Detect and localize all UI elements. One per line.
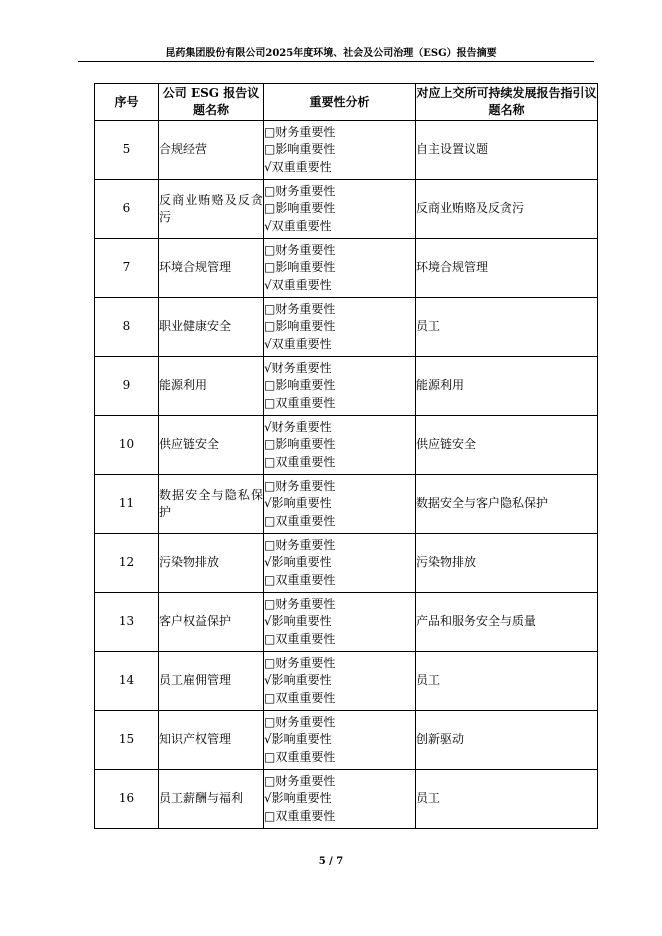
- materiality-option: □财务重要性: [264, 773, 336, 788]
- row-serial-no: 9: [95, 357, 159, 416]
- row-guideline-topic: 自主设置议题: [416, 121, 598, 180]
- materiality-option: □影响重要性: [264, 260, 336, 275]
- materiality-option: □财务重要性: [264, 242, 336, 257]
- materiality-option: □双重重要性: [264, 749, 336, 764]
- materiality-option: √双重重要性: [264, 336, 332, 351]
- row-guideline-topic: 员工: [416, 652, 598, 711]
- table-row: [95, 298, 598, 357]
- row-esg-topic: 能源利用: [159, 357, 264, 416]
- table-row: [95, 416, 598, 475]
- table-header-row: [95, 84, 598, 121]
- row-guideline-topic: 员工: [416, 770, 598, 829]
- row-esg-topic: 污染物排放: [159, 534, 264, 593]
- table-row: [95, 711, 598, 770]
- header-divider: [78, 61, 594, 62]
- row-guideline-topic: 供应链安全: [416, 416, 598, 475]
- materiality-option: √影响重要性: [264, 614, 332, 629]
- table-row: [95, 121, 598, 180]
- row-esg-topic: 合规经营: [159, 121, 264, 180]
- materiality-option: √双重重要性: [264, 218, 332, 233]
- row-esg-topic: 数据安全与隐私保护: [159, 475, 264, 534]
- row-materiality-options: [264, 239, 416, 298]
- row-materiality-options: [264, 357, 416, 416]
- materiality-option: √影响重要性: [264, 496, 332, 511]
- row-esg-topic: 知识产权管理: [159, 711, 264, 770]
- row-serial-no: 5: [95, 121, 159, 180]
- row-guideline-topic: 反商业贿赂及反贪污: [416, 180, 598, 239]
- materiality-option: □财务重要性: [264, 596, 336, 611]
- row-guideline-topic: 产品和服务安全与质量: [416, 593, 598, 652]
- row-materiality-options: [264, 770, 416, 829]
- materiality-option: □财务重要性: [264, 655, 336, 670]
- materiality-option: □财务重要性: [264, 714, 336, 729]
- esg-topics-table: [94, 83, 598, 829]
- table-row: [95, 357, 598, 416]
- row-materiality-options: [264, 652, 416, 711]
- row-materiality-options: [264, 298, 416, 357]
- materiality-option: □双重重要性: [264, 395, 336, 410]
- materiality-option: □双重重要性: [264, 454, 336, 469]
- row-esg-topic: 职业健康安全: [159, 298, 264, 357]
- row-serial-no: 12: [95, 534, 159, 593]
- materiality-option: □双重重要性: [264, 631, 336, 646]
- materiality-option: □财务重要性: [264, 301, 336, 316]
- row-serial-no: 8: [95, 298, 159, 357]
- materiality-option: √财务重要性: [264, 419, 332, 434]
- table-row: [95, 534, 598, 593]
- row-esg-topic: 反商业贿赂及反贪污: [159, 180, 264, 239]
- materiality-option: □双重重要性: [264, 513, 336, 528]
- table-row: [95, 180, 598, 239]
- materiality-option: □影响重要性: [264, 378, 336, 393]
- page-header-title: 昆药集团股份有限公司2025年度环境、社会及公司治理（ESG）报告摘要: [165, 48, 497, 59]
- materiality-option: □影响重要性: [264, 201, 336, 216]
- materiality-option: □财务重要性: [264, 124, 336, 139]
- materiality-option: □财务重要性: [264, 537, 336, 552]
- materiality-option: □财务重要性: [264, 478, 336, 493]
- materiality-option: □影响重要性: [264, 319, 336, 334]
- page-number: 5 / 7: [318, 856, 344, 867]
- row-materiality-options: [264, 711, 416, 770]
- materiality-option: √双重重要性: [264, 277, 332, 292]
- row-serial-no: 11: [95, 475, 159, 534]
- row-guideline-topic: 能源利用: [416, 357, 598, 416]
- table-row: [95, 475, 598, 534]
- row-materiality-options: [264, 475, 416, 534]
- table-row: [95, 652, 598, 711]
- materiality-option: √财务重要性: [264, 360, 332, 375]
- row-guideline-topic: 污染物排放: [416, 534, 598, 593]
- row-esg-topic: 员工雇佣管理: [159, 652, 264, 711]
- materiality-option: □双重重要性: [264, 690, 336, 705]
- row-esg-topic: 客户权益保护: [159, 593, 264, 652]
- row-serial-no: 10: [95, 416, 159, 475]
- materiality-option: √双重重要性: [264, 159, 332, 174]
- materiality-option: □影响重要性: [264, 437, 336, 452]
- row-guideline-topic: 环境合规管理: [416, 239, 598, 298]
- materiality-option: □双重重要性: [264, 572, 336, 587]
- row-serial-no: 6: [95, 180, 159, 239]
- header-sse-guideline-topic: 对应上交所可持续发展报告指引议题名称: [416, 84, 598, 121]
- table-row: [95, 770, 598, 829]
- row-materiality-options: [264, 416, 416, 475]
- header-esg-topic: 公司 ESG 报告议题名称: [159, 84, 264, 121]
- row-serial-no: 15: [95, 711, 159, 770]
- header-materiality: 重要性分析: [264, 84, 416, 121]
- row-esg-topic: 环境合规管理: [159, 239, 264, 298]
- header-serial-no: 序号: [95, 84, 159, 121]
- materiality-option: □财务重要性: [264, 183, 336, 198]
- row-serial-no: 16: [95, 770, 159, 829]
- row-materiality-options: [264, 180, 416, 239]
- materiality-option: √影响重要性: [264, 791, 332, 806]
- row-esg-topic: 员工薪酬与福利: [159, 770, 264, 829]
- row-materiality-options: [264, 121, 416, 180]
- row-serial-no: 13: [95, 593, 159, 652]
- table-row: [95, 593, 598, 652]
- row-guideline-topic: 创新驱动: [416, 711, 598, 770]
- materiality-option: □影响重要性: [264, 142, 336, 157]
- materiality-option: √影响重要性: [264, 732, 332, 747]
- row-esg-topic: 供应链安全: [159, 416, 264, 475]
- row-materiality-options: [264, 593, 416, 652]
- row-guideline-topic: 数据安全与客户隐私保护: [416, 475, 598, 534]
- materiality-option: √影响重要性: [264, 673, 332, 688]
- row-serial-no: 7: [95, 239, 159, 298]
- table-row: [95, 239, 598, 298]
- materiality-option: √影响重要性: [264, 555, 332, 570]
- row-serial-no: 14: [95, 652, 159, 711]
- row-materiality-options: [264, 534, 416, 593]
- materiality-option: □双重重要性: [264, 808, 336, 823]
- row-guideline-topic: 员工: [416, 298, 598, 357]
